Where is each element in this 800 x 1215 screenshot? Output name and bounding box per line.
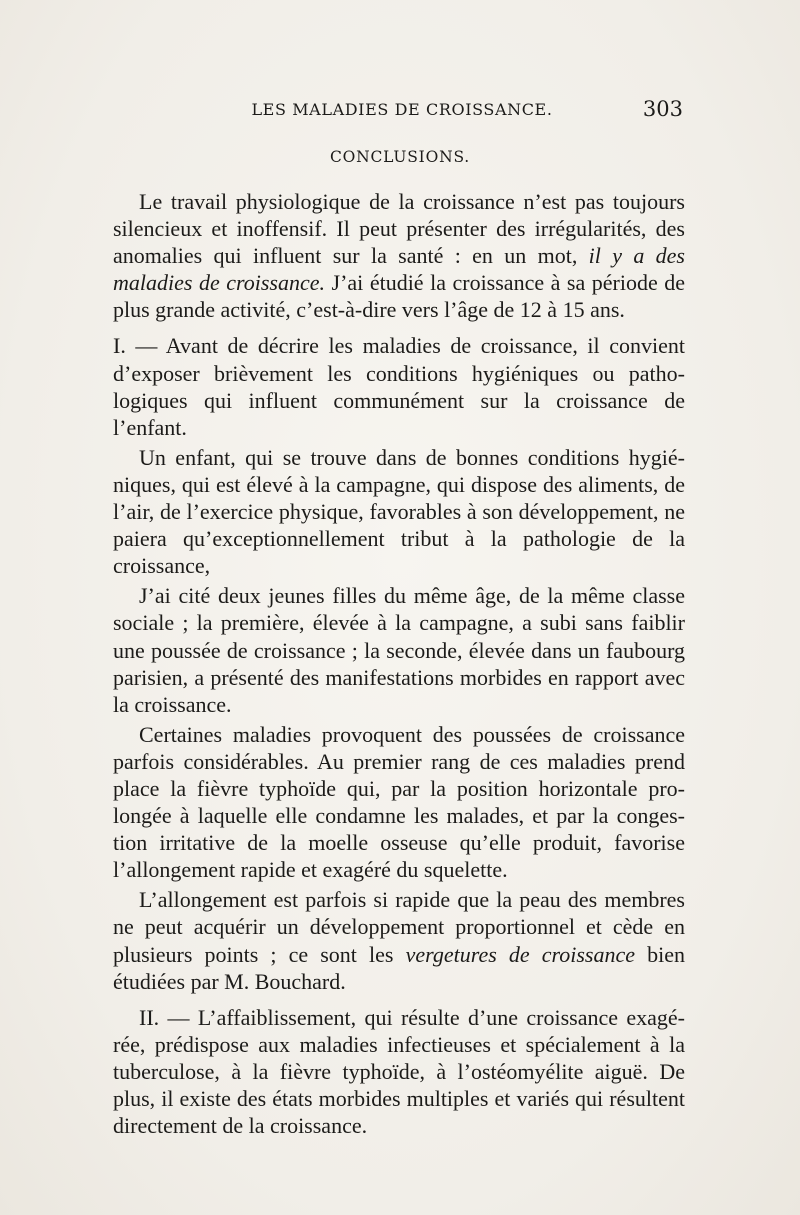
paragraph-1-emphasis: il y a des maladies de croissance.: [113, 243, 685, 296]
paragraph-6-emphasis: vergetures de croissance: [405, 941, 636, 967]
paragraph-6-text-a: L’allongement est parfois si rapide que la peau des membres ne peut acquérir un développement proportionnel et cède en plusieurs points ; ce sont les: [113, 887, 685, 967]
paragraph-3: Un enfant, qui se trouve dans de bonnes conditions hygiéniques, qui est élevé à la campagne, qui dispose des aliments, de l’air, de l’exercice physique, favorables à son développement, ne paiera qu’exceptionnellement tribut à la pathologie de la croissance,: [113, 444, 685, 579]
page-number: 303: [642, 97, 683, 121]
paragraph-6: [113, 886, 685, 994]
paragraph-7: II. — L’affaiblissement, qui résulte d’une croissance exagérée, prédispose aux maladies infectieuses et spécialement à la tuberculose, à la fièvre typhoïde, à l’ostéomyélite aiguë. De plus, il existe des états morbides multiples et variés qui résultent directement de la croissance.: [113, 1004, 685, 1139]
paragraph-1-text-b: J’ai étudié la croissance à sa période de plus grande activité, c’est-à-dire vers l’âge de 12 à 15 ans.: [113, 270, 685, 323]
paragraph-6-text-b: bien étudiées par M. Bouchard.: [113, 941, 685, 994]
paragraph-1: [113, 188, 685, 323]
running-title: LES MALADIES DE CROISSANCE.: [251, 100, 553, 119]
paragraph-5: Certaines maladies provoquent des poussées de croissance parfois considérables. Au premier rang de ces maladies prend place la fièvre typhoïde qui, par la position horizontale prolongée à laquelle elle condamne les malades, et par la congestion irritative de la moelle osseuse qu’elle produit, favorise l’allongement rapide et exagéré du squelette.: [113, 721, 685, 883]
paragraph-2: I. — Avant de décrire les maladies de croissance, il convient d’exposer brièvement les conditions hygiéniques ou pathologiques qui influent communément sur la croissance de l’enfant.: [113, 333, 685, 440]
paragraph-1-text-a: Le travail physiologique de la croissance n’est pas toujours silencieux et inoffensif. Il peut présenter des irrégularités, des anomalies qui influent sur la santé : en un mot,: [113, 189, 685, 269]
running-head: [113, 97, 683, 126]
paragraph-4: J’ai cité deux jeunes filles du même âge, de la même classe sociale ; la première, élevée à la campagne, a subi sans faiblir une poussée de croissance ; la seconde, élevée dans un faubourg parisien, a présenté des manifestations morbides en rapport avec la croissance.: [113, 583, 685, 717]
section-heading: CONCLUSIONS.: [329, 148, 471, 166]
body-text: [113, 188, 685, 1142]
